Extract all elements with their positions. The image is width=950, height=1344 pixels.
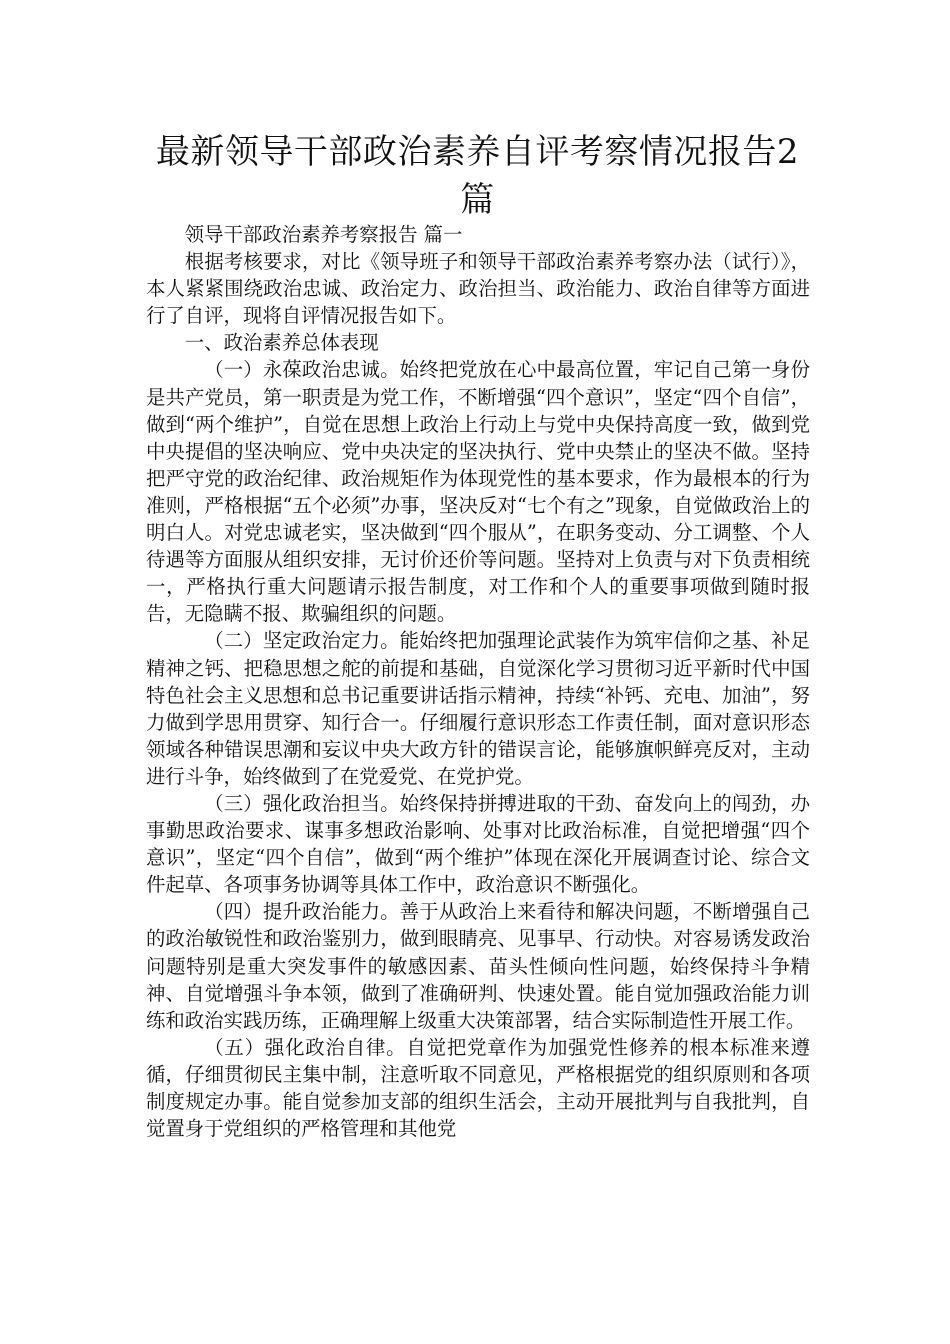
paragraph-ability: （四）提升政治能力。善于从政治上来看待和解决问题，不断增强自己的政治敏锐性和政治鉴别力，做到眼睛亮、见事早、行动快。对容易诱发政治问题特别是重大突发事件的敏感因素、苗头性倾向性问题，始终保持斗争精神、自觉增强斗争本领，做到了准确研判、快速处置。能自觉加强政治能力训练和政治实践历练，正确理解上级重大决策部署，结合实际制造性开展工作。 <box>146 900 810 1032</box>
paragraph-self-discipline: （五）强化政治自律。自觉把党章作为加强党性修养的根本标准来遵循，仔细贯彻民主集中制，注意听取不同意见，严格根据党的组织原则和各项制度规定办事。能自觉参加支部的组织生活会，主动开展批判与自我批判，自觉置身于党组织的严格管理和其他党 <box>146 1035 810 1141</box>
paragraph-resolve: （二）坚定政治定力。能始终把加强理论武装作为筑牢信仰之基、补足精神之钙、把稳思想之舵的前提和基础，自觉深化学习贯彻习近平新时代中国特色社会主义思想和总书记重要讲话指示精神，持续“补钙、充电、加油”，努力做到学思用贯穿、知行合一。仔细履行意识形态工作责任制，面对意识形态领域各种错误思潮和妄议中央大政方针的错误言论，能够旗帜鲜亮反对，主动进行斗争，始终做到了在党爱党、在党护党。 <box>146 629 810 788</box>
document-body <box>146 221 810 1142</box>
section-heading-part-one: 领导干部政治素养考察报告 篇一 <box>184 223 463 246</box>
paragraph-loyalty: （一）永葆政治忠诚。始终把党放在心中最高位置，牢记自己第一身份是共产党员，第一职责是为党工作，不断增强“四个意识”，坚定“四个自信”，做到“两个维护”，自觉在思想上政治上行动上与党中央保持高度一致，做到党中央提倡的坚决响应、党中央决定的坚决执行、党中央禁止的坚决不做。坚持把严守党的政治纪律、政治规矩作为体现党性的基本要求，作为最根本的行为准则，严格根据“五个必须”办事，坚决反对“七个有之”现象，自觉做政治上的明白人。对党忠诚老实，坚决做到“四个服从”，在职务变动、分工调整、个人待遇等方面服从组织安排，无讨价还价等问题。坚持对上负责与对下负责相统一，严格执行重大问题请示报告制度，对工作和个人的重要事项做到随时报告，无隐瞒不报、欺骗组织的问题。 <box>146 358 810 626</box>
paragraph-responsibility: （三）强化政治担当。始终保持拼搏进取的干劲、奋发向上的闯劲，办事勤思政治要求、谋事多想政治影响、处事对比政治标准，自觉把增强“四个意识”，坚定“四个自信”，做到“两个维护”体现在深化开展调查讨论、综合文件起草、各项事务协调等具体工作中，政治意识不断强化。 <box>146 791 810 897</box>
intro-paragraph: 根据考核要求，对比《领导班子和领导干部政治素养考察办法（试行）》，本人紧紧围绕政治忠诚、政治定力、政治担当、政治能力、政治自律等方面进行了自评，现将自评情况报告如下。 <box>146 250 810 328</box>
document-title: 最新领导干部政治素养自评考察情况报告2篇 <box>155 132 800 220</box>
section-heading-overall: 一、政治素养总体表现 <box>184 331 379 355</box>
